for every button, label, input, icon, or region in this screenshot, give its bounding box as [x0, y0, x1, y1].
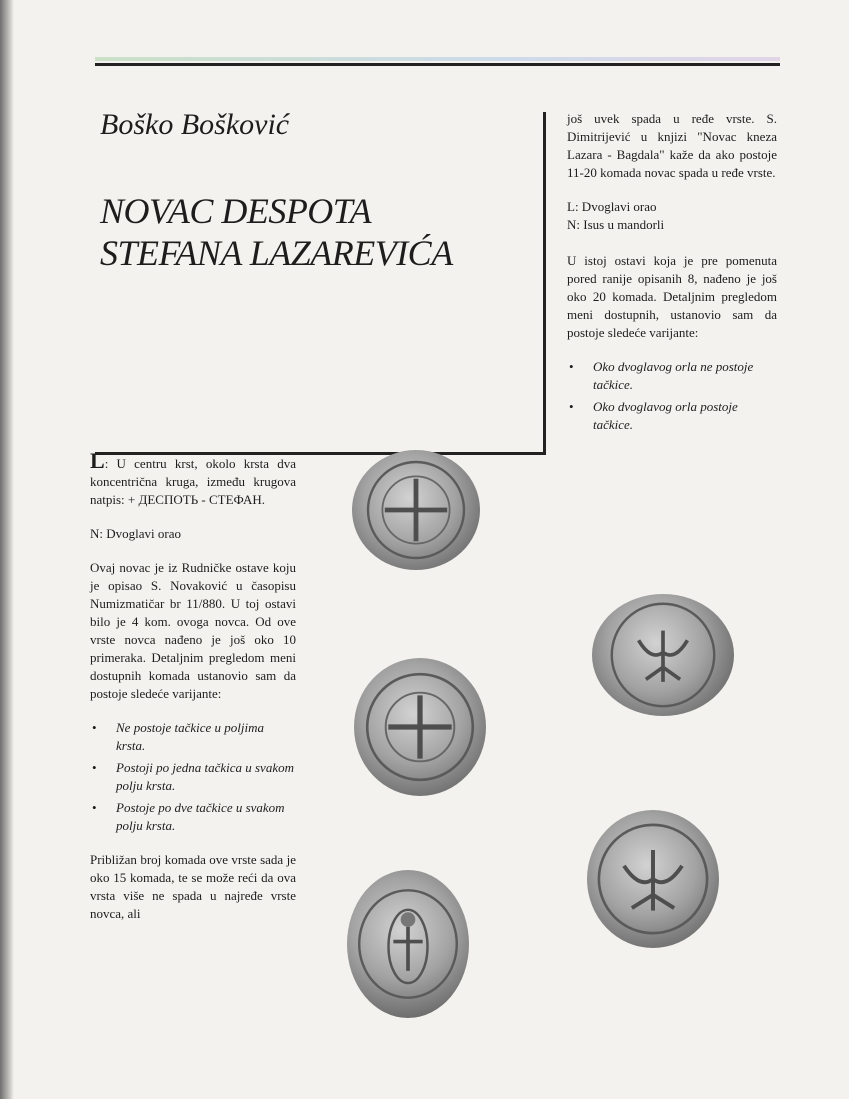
title-line-2: STEFANA LAZAREVIĆA	[100, 233, 453, 273]
obverse-label: L: Dvoglavi orao	[567, 199, 657, 214]
title-box-vertical-rule	[543, 112, 546, 454]
list-item: • Oko dvoglavog orla ne postoje tačkice.	[593, 358, 777, 394]
left-paragraph-2: N: Dvoglavi orao	[90, 526, 181, 541]
cross-motif-icon	[354, 658, 486, 796]
header-rule	[95, 63, 780, 66]
article-title	[100, 190, 453, 274]
article-author: Boško Bošković	[100, 108, 290, 141]
coin-photo-5	[347, 870, 469, 1018]
left-paragraph-1	[90, 448, 296, 509]
reverse-label: N: Isus u mandorli	[567, 217, 665, 232]
right-column	[567, 110, 777, 450]
left-paragraph-3: Ovaj novac je iz Rudničke ostave koju je opisao S. Novaković u časopisu Numizmatičar br 11/880. U toj ostavi bilo je 4 kom. ovoga novca. Od ove vrste novca nađeno je još oko 10 primeraka. Detaljnim pregledom meni dostupnih komada ustanovio sam da postoje sledeće varijante:	[90, 560, 296, 701]
left-column	[90, 448, 296, 939]
right-paragraph-1: još uvek spada u ređe vrste. S. Dimitrijević u knjizi "Novac kneza Lazara - Bagdala" kaže da ako postoje 11-20 komada novac spada u ređe vrste.	[567, 111, 777, 180]
drop-cap: L	[90, 448, 105, 473]
coin-photo-4	[587, 810, 719, 948]
title-line-1: NOVAC DESPOTA	[100, 191, 372, 231]
right-coin-description	[567, 198, 777, 234]
coin-photo-1	[352, 450, 480, 570]
header-color-band	[95, 57, 780, 61]
scan-gutter	[0, 0, 14, 1099]
coin-photo-2	[592, 594, 734, 716]
right-variant-list	[567, 358, 777, 434]
list-item: • Postoje po dve tačkice u svakom polju krsta.	[116, 799, 296, 835]
eagle-motif-icon	[587, 810, 719, 948]
eagle-motif-icon	[592, 594, 734, 716]
cross-motif-icon	[352, 450, 480, 570]
left-paragraph-4: Približan broj komada ove vrste sada je oko 15 komada, te se može reći da ova vrsta više ne spada u najređe vrste novca, ali	[90, 852, 296, 921]
figure-in-mandorla-icon	[347, 870, 469, 1018]
left-variant-list	[90, 719, 296, 835]
list-item: • Postoji po jedna tačkica u svakom polju krsta.	[116, 759, 296, 795]
list-item: • Ne postoje tačkice u poljima krsta.	[116, 719, 296, 755]
list-item: • Oko dvoglavog orla postoje tačkice.	[593, 398, 777, 434]
left-paragraph-1-text: : U centru krst, okolo krsta dva koncentrična kruga, između krugova natpis: + ДЕСПОТЬ - СТЕФАН.	[90, 456, 296, 507]
coin-photo-3	[354, 658, 486, 796]
right-paragraph-2: U istoj ostavi koja je pre pomenuta pored ranije opisanih 8, nađeno je još oko 20 komada. Detaljnim pregledom meni dostupnih, ustanovio sam da postoje sledeće varijante:	[567, 253, 777, 340]
